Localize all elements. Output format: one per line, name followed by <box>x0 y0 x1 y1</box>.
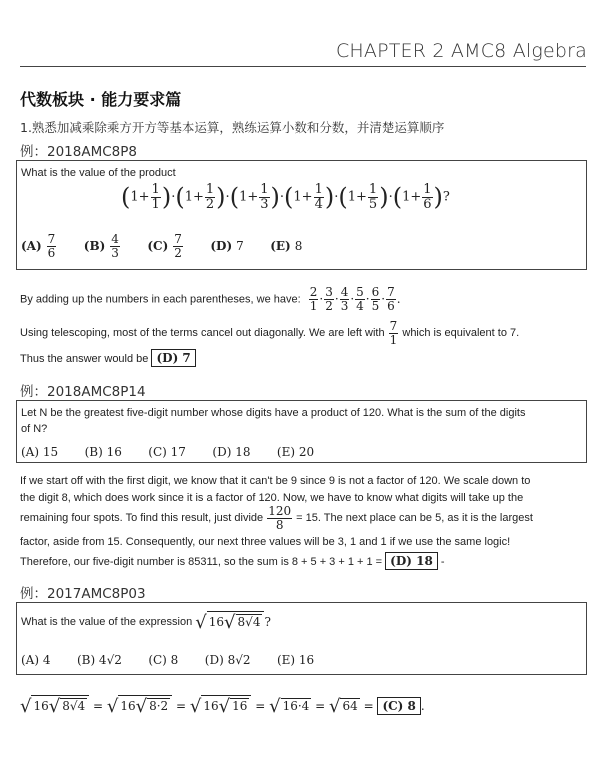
example-1-product-expression: (1+ $\frac{1}{1}$ )·(1+ $\frac{1}{2}$ )·(1+ $\frac{1}{3}$ )·(1+ $\frac{1}{4}$ )·(1+ $\frac{1}{5}$ )·(1+ $\frac{1}{6}$ )? <box>121 182 450 212</box>
example-3-question-box <box>16 602 587 675</box>
example-3-question: What is the value of the expression √ 16√ 8√4 ? <box>21 612 271 633</box>
example-1-question-box <box>16 160 587 270</box>
example-2-answer: (D) 18 <box>385 552 438 570</box>
example-2-solution-line-5: Therefore, our five-digit number is 85311, so the sum is 8 + 5 + 3 + 1 + 1 = (D) 18 - <box>20 554 445 568</box>
example-1-solution-line-3: Thus the answer would be (D) 7 <box>20 349 196 367</box>
example-1-solution-line-1: By adding up the numbers in each parentheses, we have: $\frac{2}{1}$ · $\frac{3}{2}$ · $\frac{4}{3}$ · $\frac{5}{4}$ · $\frac{6}{5}$ · $\frac{7}{6}$ . <box>20 285 401 313</box>
example-1-solution-line-2: Using telescoping, most of the terms cancel out diagonally. We are left with $\frac{7}{1}$ which is equivalent to 7. <box>20 319 520 347</box>
example-3-answer: (C) 8 <box>377 697 420 715</box>
example-3-solution: √ 16√ 8√4 = √ 16√ 8·2 = √ 16√ 16 = √ 16·4 = √ 64 = (C) 8 . <box>20 696 425 717</box>
example-2-options: (A) 15 (B) 16 (C) 17 (D) 18 (E) 20 <box>21 445 315 459</box>
example-2-question-line-1: Let N be the greatest five-digit number whose digits have a product of 120. What is the sum of the digits <box>21 407 526 419</box>
header-rule <box>20 66 586 67</box>
example-3-label: 例：2017AMC8P03 <box>20 586 146 602</box>
example-2-question-line-2: of N? <box>21 423 48 435</box>
example-2-question-box <box>16 400 587 463</box>
example-2-solution-line-4: factor, aside from 15. Consequently, our next three values will be 3, 1 and 1 if we use the same logic! <box>20 536 511 548</box>
example-3-options: (A) 4 (B) 4√2 (C) 8 (D) 8√2 (E) 16 <box>21 653 315 667</box>
example-2-label: 例：2018AMC8P14 <box>20 384 146 400</box>
example-2-solution-line-2: the digit 8, which does work since it is a factor of 120. Now, we have to know what digits will take up the <box>20 492 524 504</box>
example-1-question: What is the value of the product <box>21 167 176 179</box>
example-2-solution-line-3: remaining four spots. To find this result, just divide $\frac{120}{8}$ = 15. The next place can be 5, as it is the largest <box>20 504 533 532</box>
example-2-solution-line-1: If we start off with the first digit, we know that it can't be 9 since 9 is not a factor of 120. We scale down to <box>20 475 531 487</box>
intro-text: 1.熟悉加减乘除乘方开方等基本运算，熟练运算小数和分数，并清楚运算顺序 <box>20 120 445 135</box>
example-1-answer: (D) 7 <box>151 349 195 367</box>
chapter-title: CHAPTER 2 AMC8 Algebra <box>335 40 587 62</box>
example-1-options: (A) $\frac{7}{6}$ (B) $\frac{4}{3}$ (C) $\frac{7}{2}$ (D) 7 (E) 8 <box>21 232 303 260</box>
example-1-label: 例：2018AMC8P8 <box>20 144 137 160</box>
section-title: 代数板块 · 能力要求篇 <box>20 90 182 109</box>
